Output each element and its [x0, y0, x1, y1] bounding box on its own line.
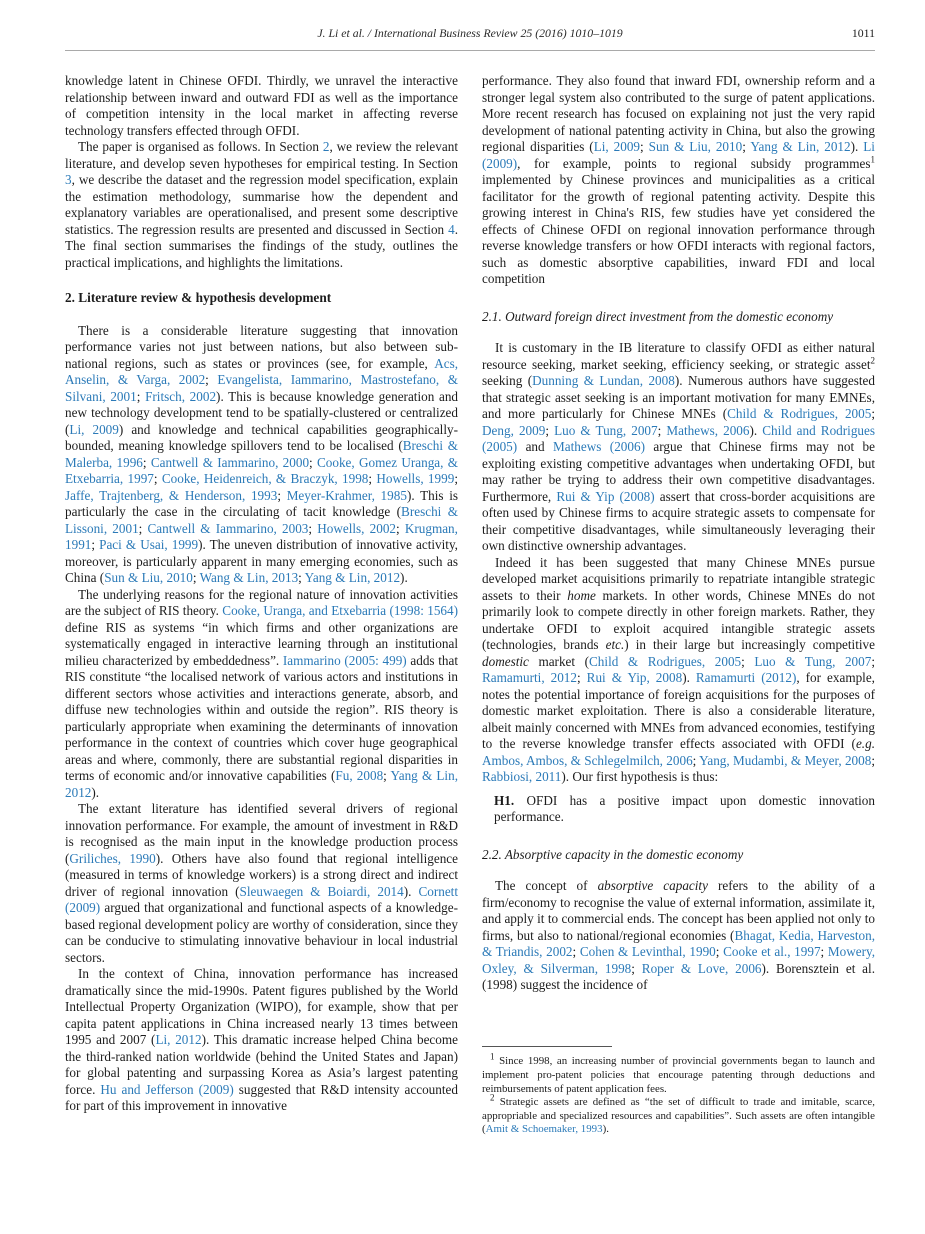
citation-link[interactable]: Yang & Lin, 2012 [304, 570, 401, 585]
paragraph: The paper is organised as follows. In Section 2, we review the relevant literature, and develop seven hypotheses for empirical testing. In Section 3, we describe the dataset and the regression model specification, explain the estimation methodology, summarise how the dependent and explanatory variables are operationalised, and present some descriptive statistics. The regression results are presented and discussed in Section 4. The final section summarises the findings of the study, outlines the practical implications, and highlights the limitations. [65, 139, 458, 270]
footnotes [482, 1046, 875, 1159]
citation-link[interactable]: Cooke, Uranga, and Etxebarria (1998: 1564) [222, 603, 458, 618]
subsection-heading: 2.1. Outward foreign direct investment from the domestic economy [482, 308, 834, 324]
emphasis-text: home [567, 587, 596, 603]
citation-link[interactable]: Acs, Anselin, & Varga, 2002 [65, 355, 458, 387]
footnote: $^1$ Since 1998, an increasing number of provincial governments began to launch and implement pro-patent policies that encourage patenting through deductions and reimbursements of patent application fees. [482, 1051, 875, 1095]
citation-link[interactable]: Breschi & Malerba, 1996 [65, 438, 458, 470]
citation-link[interactable]: Sun & Liu, 2010 [104, 570, 193, 585]
citation-link[interactable]: Hu and Jefferson (2009) [100, 1081, 234, 1097]
page-header [65, 26, 875, 51]
citation-link[interactable]: Mowery, Oxley, & Silverman, 1998 [482, 944, 875, 976]
citation-link[interactable]: Cooke et al., 1997 [723, 944, 821, 959]
citation-link[interactable]: Jaffe, Trajtenberg, & Henderson, 1993 [65, 487, 278, 503]
citation-link[interactable]: Ramamurti, 2012 [482, 670, 577, 685]
citation-link[interactable]: Evangelista, Iammarino, Mastrostefano, & Silvani, 2001 [65, 372, 458, 404]
citation-link[interactable]: Ramamurti (2012) [695, 670, 797, 685]
citation-link[interactable]: 4 [448, 221, 455, 237]
citation-link[interactable]: Dunning & Lundan, 2008 [532, 373, 675, 388]
citation-link[interactable]: Child and Rodrigues (2005) [482, 422, 875, 454]
citation-link[interactable]: Rui & Yip, 2008 [586, 670, 683, 685]
citation-link[interactable]: Mathews, 2006 [666, 422, 750, 438]
paragraph: In the context of China, innovation performance has increased dramatically since the mid-1990s. Patent figures published by the World Intellectual Property Organization (WIPO), for example, show that per capita patent applications in China increased nearly 13 times between 1995 and 2007 (Li, 2012). This dramatic increase helped China become the third-ranked nation worldwide (behind the United States and Japan) for global patenting and surpassing Korea as Asia’s largest patenting force. Hu and Jefferson (2009) suggested that R&D intensity accounted for part of this improvement in innovative [65, 966, 458, 1113]
footnote-marker: 1 [490, 1051, 495, 1062]
footnote-marker: 2 [490, 1092, 495, 1103]
paragraph: The concept of absorptive capacity refers to the ability of a firm/economy to recognise the value of external information, assimilate it, and apply it to commercial ends. The concept has been applied not only to firms, but also to national/regional economies (Bhagat, Kedia, Harveston, & Triandis, 2002; Cohen & Levinthal, 1990; Cooke et al., 1997; Mowery, Oxley, & Silverman, 1998; Roper & Love, 2006). Borensztein et al. (1998) suggest the incidence of [482, 878, 875, 992]
citation-link[interactable]: Yang, Mudambi, & Meyer, 2008 [699, 752, 872, 768]
citation-link[interactable]: Bhagat, Kedia, Harveston, & Triandis, 2002 [482, 927, 875, 959]
citation-link[interactable]: Fu, 2008 [335, 768, 384, 783]
citation-link[interactable]: Paci & Usai, 1999 [99, 537, 199, 552]
citation-link[interactable]: Griliches, 1990 [69, 850, 156, 866]
paragraph: performance. They also found that inward FDI, ownership reform and a stronger legal system also contributed to the surge of patent applications. More recent research has focused on explaining not just the very rapid development of national patenting activity in China, but also the growing regional disparities (Li, 2009; Sun & Liu, 2010; Yang & Lin, 2012). Li (2009), for example, points to regional subsidy programmes$^1$ implemented by Chinese provinces and municipalities as a critical facilitator for the growth of regional patenting activity. Despite this growing interest in China's RIS, few studies have yet considered the effects of Chinese OFDI on regional innovation performance through reverse knowledge transfers or how OFDI interacts with regional factors, such as domestic absorptive capabilities, inward FDI and local competition [482, 73, 875, 286]
subsection-heading: 2.2. Absorptive capacity in the domestic economy [482, 846, 744, 862]
two-column-body [65, 73, 875, 1159]
citation-link[interactable]: Cooke, Heidenreich, & Braczyk, 1998 [161, 471, 369, 486]
citation-link[interactable]: Cornett (2009) [65, 883, 459, 915]
citation-link[interactable]: Iammarino (2005: 499) [282, 652, 407, 668]
citation-link[interactable]: Howells, 1999 [376, 471, 455, 486]
citation-link[interactable]: 2 [322, 139, 330, 154]
paragraph: There is a considerable literature suggesting that innovation performance varies not just between nations, but also between sub-national regions, such as states or provinces (see, for example, Acs, Anselin, & Varga, 2002; Evangelista, Iammarino, Mastrostefano, & Silvani, 2001; Fritsch, 2002). This is because knowledge generation and new technology development tend to be spatially-clustered or centralized (Li, 2009) and knowledge and technical capabilities geographically-bounded, meaning knowledge spillovers tend to be localised (Breschi & Malerba, 1996; Cantwell & Iammarino, 2000; Cooke, Gomez Uranga, & Etxebarria, 1997; Cooke, Heidenreich, & Braczyk, 1998; Howells, 1999; Jaffe, Trajtenberg, & Henderson, 1993; Meyer-Krahmer, 1985). This is particularly the case in the circulating of tacit knowledge (Breschi & Lissoni, 2001; Cantwell & Iammarino, 2003; Howells, 2002; Krugman, 1991; Paci & Usai, 1999). The uneven distribution of innovative activity, moreover, is particularly apparent in many emerging economies, such as China (Sun & Liu, 2010; Wang & Lin, 2013; Yang & Lin, 2012). [65, 322, 459, 585]
citation-link[interactable]: Ambos, Ambos, & Schlegelmilch, 2006 [482, 752, 693, 768]
right-column [482, 73, 875, 1159]
running-head: J. Li et al. / International Business Review 25 (2016) 1010–1019 [317, 26, 623, 40]
citation-link[interactable]: Deng, 2009 [482, 422, 546, 438]
citation-link[interactable]: Li, 2009 [69, 421, 119, 437]
footnote-ref[interactable]: 1 [870, 154, 875, 165]
citation-link[interactable]: Li, 2012 [155, 1032, 202, 1047]
citation-link[interactable]: Breschi & Lissoni, 2001 [65, 504, 459, 536]
left-column [65, 73, 458, 1159]
citation-link[interactable]: Rabbiosi, 2011 [482, 769, 562, 784]
paragraph: knowledge latent in Chinese OFDI. Thirdly, we unravel the interactive relationship between inward and outward FDI as well as the importance of competition intensity in the local market in affecting reverse technology transfers effected through OFDI. [65, 73, 458, 138]
citation-link[interactable]: Li (2009) [482, 139, 875, 171]
citation-link[interactable]: Amit & Schoemaker, 1993 [485, 1123, 603, 1136]
citation-link[interactable]: Fritsch, 2002 [145, 388, 217, 404]
emphasis-text: domestic [482, 653, 529, 669]
paragraph: The underlying reasons for the regional nature of innovation activities are the subject of RIS theory. Cooke, Uranga, and Etxebarria (1998: 1564) define RIS as systems “in which firms and other organizations are systematically engaged in interactive learning through an institutional milieu characterized by embeddedness”. Iammarino (2005: 499) adds that RIS constitute “the localised network of various actors and institutions in different sectors whose activities and interactions generate, absorb, and diffuse new technologies within and outside the region”. RIS theory is particularly appropriate when examining the determinants of innovation performance in the context of countries which cover huge geographical areas and where, commonly, there are substantial regional disparities in terms of economic and/or innovative capabilities (Fu, 2008; Yang & Lin, 2012). [65, 586, 458, 800]
paragraph: Indeed it has been suggested that many Chinese MNEs pursue developed market acquisitions primarily to repatriate intangible strategic assets to their home markets. In other words, Chinese MNEs do not primarily look to compete directly in other foreign markets. Rather, they undertake OFDI to exploit acquired intangible strategic assets (technologies, brands etc.) in their large but increasingly competitive domestic market (Child & Rodrigues, 2005; Luo & Tung, 2007; Ramamurti, 2012; Rui & Yip, 2008). Ramamurti (2012), for example, notes the potential importance of foreign acquisitions for the purposes of domestic market exploitation. There is also a considerable literature, albeit mainly concerned with MNEs from advanced economies, testifying to the reverse knowledge transfer effects associated with OFDI (e.g. Ambos, Ambos, & Schlegelmilch, 2006; Yang, Mudambi, & Meyer, 2008; Rabbiosi, 2011). Our first hypothesis is thus: [482, 554, 875, 784]
footnote-rule [482, 1046, 612, 1047]
citation-link[interactable]: Child & Rodrigues, 2005 [727, 406, 872, 421]
section-heading: 2. Literature review & hypothesis development [65, 290, 332, 305]
right-column-text [482, 73, 875, 994]
citation-link[interactable]: Child & Rodrigues, 2005 [589, 653, 742, 669]
citation-link[interactable]: Li, 2009 [593, 139, 641, 154]
citation-link[interactable]: Sun & Liu, 2010 [648, 139, 743, 154]
citation-link[interactable]: Meyer-Krahmer, 1985 [286, 487, 407, 503]
citation-link[interactable]: Howells, 2002 [317, 520, 397, 536]
emphasis-text: absorptive capacity [597, 878, 708, 893]
emphasis-text: etc. [605, 637, 625, 652]
citation-link[interactable]: Luo & Tung, 2007 [554, 422, 658, 438]
citation-link[interactable]: Yang & Lin, 2012 [65, 768, 458, 800]
citation-link[interactable]: Sleuwaegen & Boiardi, 2014 [239, 883, 404, 899]
page-number: 1011 [851, 26, 875, 40]
footnote-ref[interactable]: 2 [870, 355, 875, 366]
hypothesis: H1. OFDI has a positive impact upon domestic innovation performance. [494, 792, 875, 824]
bold-label: H1. [494, 792, 515, 808]
paragraph: It is customary in the IB literature to classify OFDI as either natural resource seeking, market seeking, efficiency seeking, or strategic asset$^2$ seeking (Dunning & Lundan, 2008). Numerous authors have suggested that strategic asset seeking is an important motivation for many EMNEs, and more particularly for Chinese MNEs (Child & Rodrigues, 2005; Deng, 2009; Luo & Tung, 2007; Mathews, 2006). Child and Rodrigues (2005) and Mathews (2006) argue that Chinese firms may not be exploiting existing competitive advantages when undertaking OFDI, but may rather be trying to address their own competitive disadvantages. Furthermore, Rui & Yip (2008) assert that cross-border acquisitions are often used by Chinese firms to acquire strategic assets to compensate for their competitive disadvantages, while simultaneously leveraging their own distinctive ownership advantages. [482, 340, 875, 553]
citation-link[interactable]: Cooke, Gomez Uranga, & Etxebarria, 1997 [65, 454, 458, 486]
citation-link[interactable]: Rui & Yip (2008) [556, 488, 655, 504]
citation-link[interactable]: 3 [65, 172, 72, 187]
footnote-list [482, 1051, 875, 1137]
citation-link[interactable]: Cohen & Levinthal, 1990 [579, 944, 716, 959]
citation-link[interactable]: Cantwell & Iammarino, 2003 [147, 520, 309, 536]
citation-link[interactable]: Yang & Lin, 2012 [750, 139, 851, 154]
citation-link[interactable]: Cantwell & Iammarino, 2000 [150, 454, 310, 470]
citation-link[interactable]: Wang & Lin, 2013 [199, 570, 299, 585]
citation-link[interactable]: Mathews (2006) [553, 439, 645, 454]
citation-link[interactable]: Luo & Tung, 2007 [754, 653, 872, 669]
footnote: $^2$ Strategic assets are defined as “the set of difficult to trade and imitable, scarce, appropriable and specialized resources and capabilities”. Such assets are often intangible (Amit & Schoemaker, 1993). [482, 1092, 875, 1136]
emphasis-text: e.g. [855, 736, 875, 751]
citation-link[interactable]: Krugman, 1991 [65, 520, 458, 552]
citation-link[interactable]: Roper & Love, 2006 [641, 960, 762, 976]
paragraph: The extant literature has identified several drivers of regional innovation performance. For example, the amount of investment in R&D is recognised as the main input in the knowledge production process (Griliches, 1990). Others have also found that regional intelligence (measured in terms of knowledge workers) is a strong direct and indirect driver of regional innovation (Sleuwaegen & Boiardi, 2014). Cornett (2009) argued that organizational and functional aspects of a knowledge-based regional development policy are worthy of consideration, since they can be conducive to stimulating innovative behaviour in local industrial sectors. [65, 801, 459, 965]
